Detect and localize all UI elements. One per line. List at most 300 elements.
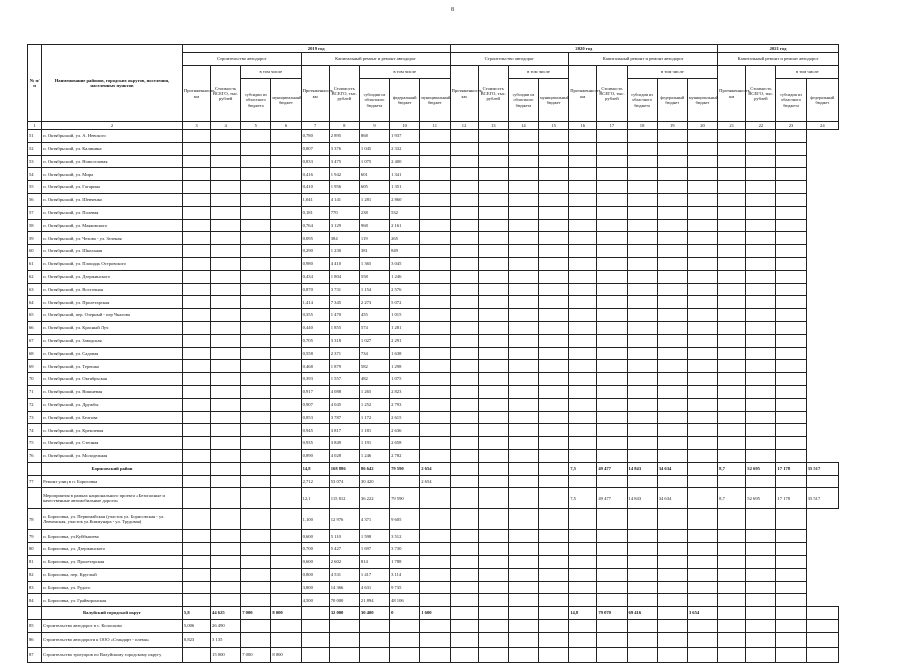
value-cell bbox=[597, 245, 627, 258]
value-cell bbox=[508, 130, 538, 143]
value-cell bbox=[569, 193, 597, 206]
value-cell bbox=[182, 437, 210, 450]
value-cell: 1 252 bbox=[359, 398, 389, 411]
value-cell: 1 172 bbox=[359, 411, 389, 424]
value-cell bbox=[478, 219, 508, 232]
value-cell bbox=[450, 555, 478, 568]
value-cell: 4 631 bbox=[359, 581, 389, 594]
value-cell bbox=[687, 411, 717, 424]
row-name-cell: п. Октябрьский, ул. Восточная bbox=[42, 283, 183, 296]
value-cell bbox=[687, 488, 717, 509]
value-cell bbox=[569, 437, 597, 450]
value-cell bbox=[450, 607, 478, 620]
value-cell bbox=[390, 475, 420, 488]
column-number-cell: 4 bbox=[211, 122, 241, 130]
value-cell bbox=[450, 347, 478, 360]
value-cell bbox=[539, 155, 569, 168]
value-cell bbox=[420, 619, 450, 632]
value-cell bbox=[271, 257, 301, 270]
value-cell bbox=[420, 334, 450, 347]
value-cell bbox=[182, 647, 210, 662]
value-cell bbox=[718, 594, 746, 607]
column-number-cell: 13 bbox=[478, 122, 508, 130]
value-cell: 1 075 bbox=[359, 155, 389, 168]
value-cell: 2 576 bbox=[390, 283, 420, 296]
value-cell bbox=[657, 398, 687, 411]
value-cell bbox=[627, 449, 657, 462]
table-row bbox=[28, 168, 839, 181]
table-row bbox=[28, 607, 839, 620]
value-cell bbox=[657, 334, 687, 347]
value-cell bbox=[597, 437, 627, 450]
value-cell bbox=[420, 168, 450, 181]
value-cell: 0,980 bbox=[301, 257, 329, 270]
value-cell bbox=[539, 411, 569, 424]
value-cell bbox=[508, 449, 538, 462]
value-cell bbox=[301, 607, 329, 620]
value-cell bbox=[597, 449, 627, 462]
value-cell bbox=[776, 555, 806, 568]
value-cell bbox=[627, 437, 657, 450]
value-cell bbox=[478, 257, 508, 270]
value-cell bbox=[597, 530, 627, 543]
value-cell bbox=[329, 632, 359, 647]
column-number-cell: 16 bbox=[569, 122, 597, 130]
value-cell bbox=[718, 181, 746, 194]
value-cell bbox=[746, 219, 776, 232]
value-cell: 15 000 bbox=[211, 647, 241, 662]
value-cell bbox=[539, 321, 569, 334]
value-cell bbox=[508, 321, 538, 334]
value-cell: 3 135 bbox=[211, 632, 241, 647]
value-cell bbox=[420, 543, 450, 556]
value-cell: 0,800 bbox=[301, 568, 329, 581]
value-cell bbox=[241, 581, 271, 594]
value-cell bbox=[539, 245, 569, 258]
value-cell: 482 bbox=[359, 373, 389, 386]
value-cell bbox=[241, 193, 271, 206]
value-cell bbox=[687, 373, 717, 386]
value-cell bbox=[508, 373, 538, 386]
value-cell bbox=[478, 385, 508, 398]
repair-2021-header: Капитальный ремонт и ремонт автодорог bbox=[718, 53, 839, 66]
value-cell bbox=[597, 181, 627, 194]
value-cell bbox=[718, 647, 746, 662]
table-row bbox=[28, 347, 839, 360]
table-row bbox=[28, 594, 839, 607]
table-row bbox=[28, 424, 839, 437]
value-cell bbox=[687, 181, 717, 194]
value-cell bbox=[687, 270, 717, 283]
value-cell: 14,8 bbox=[569, 607, 597, 620]
value-cell bbox=[241, 360, 271, 373]
table-row bbox=[28, 475, 839, 488]
value-cell bbox=[241, 632, 271, 647]
value-cell bbox=[569, 206, 597, 219]
value-cell bbox=[597, 193, 627, 206]
value-cell bbox=[508, 647, 538, 662]
value-cell bbox=[776, 296, 806, 309]
value-cell bbox=[211, 449, 241, 462]
value-cell: 0,833 bbox=[301, 155, 329, 168]
value-cell: 49 477 bbox=[597, 462, 627, 475]
value-cell bbox=[627, 373, 657, 386]
value-cell bbox=[627, 530, 657, 543]
row-name-cell: Мероприятия в рамках национального проекта «Безопасные и качественные автомобильные дороги» bbox=[42, 488, 183, 509]
value-cell: 1 937 bbox=[390, 130, 420, 143]
value-cell bbox=[211, 296, 241, 309]
row-number-cell: 79 bbox=[28, 530, 42, 543]
value-cell bbox=[182, 347, 210, 360]
value-cell bbox=[182, 321, 210, 334]
regional-subsidy-header: субсидии из областного бюджета bbox=[508, 79, 538, 122]
column-number-cell: 22 bbox=[746, 122, 776, 130]
value-cell bbox=[478, 449, 508, 462]
value-cell bbox=[450, 619, 478, 632]
value-cell bbox=[569, 449, 597, 462]
value-cell bbox=[211, 219, 241, 232]
value-cell bbox=[241, 462, 271, 475]
value-cell bbox=[746, 245, 776, 258]
column-number-cell: 21 bbox=[718, 122, 746, 130]
value-cell: 8 000 bbox=[271, 607, 301, 620]
value-cell bbox=[776, 424, 806, 437]
value-cell: 1,041 bbox=[301, 193, 329, 206]
value-cell bbox=[182, 581, 210, 594]
value-cell bbox=[271, 232, 301, 245]
value-cell bbox=[597, 424, 627, 437]
value-cell bbox=[776, 632, 806, 647]
value-cell: 79 070 bbox=[597, 607, 627, 620]
value-cell: 5 110 bbox=[329, 530, 359, 543]
value-cell: 30 400 bbox=[359, 607, 389, 620]
value-cell: 2 602 bbox=[329, 555, 359, 568]
value-cell bbox=[539, 509, 569, 530]
table-row bbox=[28, 257, 839, 270]
value-cell bbox=[687, 594, 717, 607]
value-cell bbox=[687, 437, 717, 450]
federal-budget-header: федеральный бюджет bbox=[657, 79, 687, 122]
value-cell: 0,410 bbox=[301, 181, 329, 194]
value-cell bbox=[478, 568, 508, 581]
row-name-cell: п. Октябрьский, ул. Белгова bbox=[42, 411, 183, 424]
value-cell bbox=[211, 360, 241, 373]
value-cell bbox=[271, 632, 301, 647]
value-cell bbox=[450, 142, 478, 155]
value-cell bbox=[627, 543, 657, 556]
year-2020-header: 2020 год bbox=[450, 45, 718, 53]
value-cell bbox=[776, 398, 806, 411]
value-cell bbox=[450, 181, 478, 194]
row-number-cell: 77 bbox=[28, 475, 42, 488]
value-cell: 14,8 bbox=[301, 462, 329, 475]
value-cell bbox=[627, 142, 657, 155]
value-cell: 1,100 bbox=[301, 509, 329, 530]
value-cell bbox=[508, 607, 538, 620]
value-cell: 36 222 bbox=[359, 488, 389, 509]
column-number-cell: 18 bbox=[627, 122, 657, 130]
value-cell bbox=[806, 619, 838, 632]
value-cell bbox=[211, 594, 241, 607]
value-cell bbox=[539, 360, 569, 373]
value-cell: 32 000 bbox=[329, 607, 359, 620]
value-cell: 532 bbox=[390, 206, 420, 219]
value-cell bbox=[478, 334, 508, 347]
value-cell bbox=[569, 385, 597, 398]
table-row bbox=[28, 181, 839, 194]
value-cell: 2 823 bbox=[390, 385, 420, 398]
value-cell bbox=[271, 555, 301, 568]
value-cell: 4 088 bbox=[329, 385, 359, 398]
value-cell bbox=[718, 581, 746, 594]
value-cell bbox=[508, 385, 538, 398]
value-cell bbox=[569, 168, 597, 181]
value-cell bbox=[211, 437, 241, 450]
value-cell: 1 638 bbox=[390, 347, 420, 360]
value-cell bbox=[450, 437, 478, 450]
value-cell bbox=[746, 283, 776, 296]
value-cell bbox=[746, 168, 776, 181]
value-cell bbox=[211, 270, 241, 283]
value-cell bbox=[569, 232, 597, 245]
value-cell bbox=[718, 373, 746, 386]
municipal-budget-header: муниципальный бюджет bbox=[271, 79, 301, 122]
value-cell bbox=[211, 543, 241, 556]
value-cell bbox=[478, 437, 508, 450]
value-cell: 0,945 bbox=[301, 424, 329, 437]
value-cell: 26 490 bbox=[211, 619, 241, 632]
row-name-cell: п. Октябрьский, ул. Садовая bbox=[42, 347, 183, 360]
value-cell bbox=[182, 219, 210, 232]
value-cell bbox=[211, 462, 241, 475]
value-cell bbox=[450, 647, 478, 662]
length-header: Протяженность, км bbox=[450, 66, 478, 122]
value-cell bbox=[508, 555, 538, 568]
value-cell bbox=[182, 142, 210, 155]
value-cell: 3 129 bbox=[329, 219, 359, 232]
value-cell bbox=[569, 424, 597, 437]
value-cell: 1 942 bbox=[329, 168, 359, 181]
value-cell bbox=[569, 475, 597, 488]
length-header: Протяженность, км bbox=[718, 66, 746, 122]
value-cell: 79 590 bbox=[390, 462, 420, 475]
value-cell bbox=[718, 509, 746, 530]
value-cell: 3 817 bbox=[329, 424, 359, 437]
column-number-cell: 8 bbox=[329, 122, 359, 130]
value-cell bbox=[746, 296, 776, 309]
value-cell bbox=[508, 142, 538, 155]
value-cell bbox=[420, 385, 450, 398]
value-cell bbox=[539, 647, 569, 662]
value-cell bbox=[746, 424, 776, 437]
row-name-cell: п. Октябрьский, пер. Озерный - пер Чкалова bbox=[42, 309, 183, 322]
row-number-cell bbox=[28, 607, 42, 620]
value-cell bbox=[539, 530, 569, 543]
value-cell bbox=[508, 581, 538, 594]
value-cell bbox=[182, 181, 210, 194]
value-cell: 5,8 bbox=[182, 607, 210, 620]
value-cell bbox=[478, 424, 508, 437]
value-cell bbox=[241, 168, 271, 181]
value-cell bbox=[657, 581, 687, 594]
value-cell bbox=[569, 647, 597, 662]
value-cell bbox=[627, 594, 657, 607]
value-cell bbox=[539, 219, 569, 232]
value-cell bbox=[478, 309, 508, 322]
value-cell: 1 027 bbox=[359, 334, 389, 347]
value-cell bbox=[597, 568, 627, 581]
table-row bbox=[28, 206, 839, 219]
value-cell bbox=[627, 245, 657, 258]
including-header: в том числе bbox=[776, 66, 839, 79]
value-cell bbox=[539, 424, 569, 437]
value-cell bbox=[478, 632, 508, 647]
column-number-cell: 7 bbox=[301, 122, 329, 130]
value-cell bbox=[271, 347, 301, 360]
value-cell bbox=[687, 168, 717, 181]
value-cell bbox=[687, 568, 717, 581]
value-cell bbox=[627, 155, 657, 168]
value-cell bbox=[539, 373, 569, 386]
value-cell bbox=[508, 509, 538, 530]
value-cell bbox=[687, 245, 717, 258]
value-cell: 1 598 bbox=[359, 530, 389, 543]
value-cell bbox=[746, 181, 776, 194]
value-cell: 1 788 bbox=[390, 555, 420, 568]
value-cell: 2 654 bbox=[420, 462, 450, 475]
value-cell bbox=[746, 360, 776, 373]
row-number-cell: 85 bbox=[28, 619, 42, 632]
value-cell bbox=[687, 398, 717, 411]
value-cell: 2,712 bbox=[301, 475, 329, 488]
value-cell bbox=[211, 411, 241, 424]
value-cell bbox=[478, 462, 508, 475]
table-row bbox=[28, 155, 839, 168]
value-cell bbox=[539, 555, 569, 568]
value-cell bbox=[597, 385, 627, 398]
value-cell bbox=[478, 398, 508, 411]
value-cell: 1 417 bbox=[359, 568, 389, 581]
value-cell bbox=[687, 257, 717, 270]
value-cell bbox=[746, 555, 776, 568]
value-cell bbox=[508, 543, 538, 556]
value-cell bbox=[508, 632, 538, 647]
value-cell bbox=[211, 309, 241, 322]
table-row bbox=[28, 462, 839, 475]
value-cell bbox=[687, 449, 717, 462]
column-number-cell: 12 bbox=[450, 122, 478, 130]
value-cell: 0,440 bbox=[301, 321, 329, 334]
column-number-cell: 10 bbox=[390, 122, 420, 130]
value-cell bbox=[211, 424, 241, 437]
row-number-cell: 56 bbox=[28, 193, 42, 206]
value-cell: 5,006 bbox=[182, 619, 210, 632]
value-cell bbox=[687, 555, 717, 568]
row-name-cell: п. Борисовка, ул. Грайворонская bbox=[42, 594, 183, 607]
cost-header: Стоимость ВСЕГО, тыс. рублей bbox=[478, 66, 508, 122]
value-cell bbox=[746, 449, 776, 462]
value-cell bbox=[450, 411, 478, 424]
value-cell bbox=[241, 488, 271, 509]
value-cell bbox=[718, 449, 746, 462]
value-cell bbox=[687, 509, 717, 530]
value-cell bbox=[597, 594, 627, 607]
value-cell bbox=[627, 296, 657, 309]
value-cell bbox=[687, 155, 717, 168]
value-cell: 1 075 bbox=[390, 373, 420, 386]
value-cell bbox=[271, 568, 301, 581]
value-cell bbox=[182, 232, 210, 245]
value-cell bbox=[478, 155, 508, 168]
value-cell bbox=[271, 270, 301, 283]
value-cell bbox=[569, 347, 597, 360]
value-cell bbox=[450, 509, 478, 530]
column-number-cell: 14 bbox=[508, 122, 538, 130]
column-number-cell: 24 bbox=[806, 122, 838, 130]
value-cell bbox=[746, 509, 776, 530]
value-cell bbox=[627, 193, 657, 206]
value-cell: 3 376 bbox=[329, 142, 359, 155]
value-cell: 2 291 bbox=[390, 334, 420, 347]
table-row bbox=[28, 334, 839, 347]
value-cell bbox=[450, 488, 478, 509]
value-cell bbox=[657, 283, 687, 296]
value-cell bbox=[746, 632, 776, 647]
value-cell bbox=[359, 647, 389, 662]
value-cell bbox=[420, 632, 450, 647]
value-cell bbox=[539, 296, 569, 309]
value-cell bbox=[271, 360, 301, 373]
row-name-cell: п. Октябрьский, ул. Терешко bbox=[42, 360, 183, 373]
col-num-header: № п/п bbox=[28, 45, 42, 122]
value-cell: 1 154 bbox=[359, 283, 389, 296]
value-cell bbox=[271, 385, 301, 398]
value-cell bbox=[241, 437, 271, 450]
value-cell bbox=[569, 373, 597, 386]
value-cell bbox=[539, 398, 569, 411]
table-row bbox=[28, 373, 839, 386]
value-cell bbox=[627, 398, 657, 411]
value-cell bbox=[301, 632, 329, 647]
value-cell: 17 178 bbox=[776, 488, 806, 509]
value-cell bbox=[657, 270, 687, 283]
value-cell bbox=[657, 321, 687, 334]
value-cell bbox=[718, 168, 746, 181]
value-cell bbox=[776, 257, 806, 270]
regional-subsidy-header: субсидии из областного бюджета bbox=[627, 79, 657, 122]
value-cell: 4 141 bbox=[329, 193, 359, 206]
value-cell bbox=[182, 462, 210, 475]
value-cell bbox=[627, 270, 657, 283]
row-number-cell: 61 bbox=[28, 257, 42, 270]
value-cell: 0,780 bbox=[301, 130, 329, 143]
value-cell bbox=[271, 321, 301, 334]
column-number-cell: 23 bbox=[776, 122, 806, 130]
value-cell bbox=[271, 449, 301, 462]
column-number-cell: 2 bbox=[42, 122, 183, 130]
value-cell: 1 351 bbox=[390, 181, 420, 194]
value-cell: 3,800 bbox=[301, 581, 329, 594]
value-cell bbox=[569, 296, 597, 309]
value-cell bbox=[450, 155, 478, 168]
row-number-cell: 53 bbox=[28, 155, 42, 168]
value-cell bbox=[182, 385, 210, 398]
value-cell bbox=[182, 155, 210, 168]
value-cell bbox=[241, 232, 271, 245]
value-cell: 2 400 bbox=[390, 155, 420, 168]
value-cell: 1 230 bbox=[329, 245, 359, 258]
value-cell bbox=[420, 155, 450, 168]
